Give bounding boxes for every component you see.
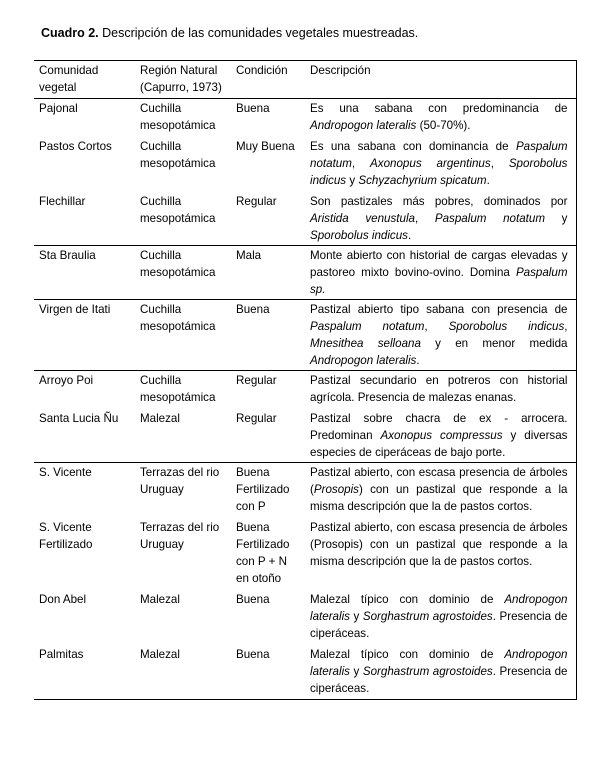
species-name: Andropogon lateralis [310, 593, 568, 623]
description-text: . [416, 354, 420, 367]
description-text: Es una sabana con dominancia de [310, 140, 516, 153]
description-text: , [564, 320, 568, 333]
description-text: y [349, 610, 363, 623]
table-row [34, 246, 576, 300]
cell-region: Cuchilla mesopotámica [140, 140, 216, 170]
description-text: y [349, 665, 363, 678]
cell-condicion: Regular [236, 412, 277, 425]
cell-comunidad: S. Vicente [34, 463, 135, 517]
species-name: Paspalum notatum [310, 320, 425, 333]
species-name: Sporobolus indicus [448, 320, 565, 333]
description-text: y diversas especies de ciperáceas de bajo porte. [310, 429, 568, 459]
species-name: Paspalum notatum [434, 212, 545, 225]
cell-descripcion [305, 300, 576, 371]
cell-condicion: Buena [236, 102, 270, 115]
cell-region: Malezal [140, 593, 180, 606]
cell-condicion: Muy Buena [236, 140, 295, 153]
description-text: y [545, 212, 568, 225]
cell-region: Terrazas del rio Uruguay [140, 521, 220, 551]
description-text: , [351, 157, 371, 170]
cell-comunidad: S. Vicente Fertilizado [39, 521, 93, 551]
description-text: Pastizal abierto tipo sabana con presencia de [310, 303, 568, 316]
description-text: Es una sabana con predominancia de [310, 102, 568, 115]
cell-comunidad: Palmitas [34, 643, 135, 700]
description-text: y en menor medida [420, 337, 568, 350]
description-text: . Presencia de ciperáceas. [310, 610, 568, 640]
description-text: Pastizal abierto, con escasa presencia de árboles (Prosopis) con un pastizal que responde a la misma descripción que la de pastos cortos. [310, 521, 568, 568]
species-name: Sorghastrum agrostoides [362, 665, 493, 678]
header-region: Región Natural (Capurro, 1973) [140, 64, 222, 94]
description-text: Pastizal secundario en potreros con historial agrícola. Presencia de malezas enanas. [310, 374, 568, 404]
table-row [34, 99, 576, 136]
species-name: Andropogon lateralis [310, 354, 417, 367]
species-name: Mnesithea selloana [310, 337, 421, 350]
description-text: Malezal típico con dominio de [310, 648, 505, 661]
cell-condicion: Buena Fertilizado con P + N en otoño [236, 521, 290, 585]
cell-descripcion [305, 407, 576, 463]
cell-comunidad: Don Abel [39, 593, 87, 606]
cell-condicion: Buena [231, 643, 305, 700]
cell-region: Terrazas del rio Uruguay [135, 463, 231, 517]
description-text: , [424, 320, 449, 333]
cell-region: Cuchilla mesopotámica [140, 102, 216, 132]
header-comunidad: Comunidad vegetal [39, 64, 99, 94]
description-text: . Presencia de ciperáceas. [310, 665, 568, 695]
cell-comunidad: Virgen de Itati [34, 300, 135, 371]
cell-descripcion [305, 99, 576, 136]
species-name: Paspalum notatum [310, 140, 568, 170]
table-header [34, 61, 576, 99]
table-caption [41, 26, 418, 40]
cell-comunidad: Pajonal [39, 102, 78, 115]
table-row [34, 300, 576, 371]
cell-descripcion [305, 246, 576, 300]
table-body [34, 99, 576, 700]
caption-text: Descripción de las comunidades vegetales muestreadas. [98, 26, 419, 40]
description-text: Monte abierto con historial de cargas elevadas y pastoreo mixto bovino-ovino. Domina [310, 249, 568, 279]
description-text: , [490, 157, 509, 170]
species-name: Andropogon lateralis [310, 648, 568, 678]
species-name: Axonopus compressus [380, 429, 503, 442]
description-text: . [407, 229, 412, 242]
species-name: Schyzachyrium spicatum [358, 174, 487, 187]
cell-descripcion [305, 371, 576, 408]
header-row [34, 61, 576, 99]
cell-region: Cuchilla mesopotámica [140, 195, 216, 225]
description-text: . [486, 174, 490, 187]
cell-descripcion [305, 463, 576, 517]
table-row [34, 190, 576, 246]
header-descripcion: Descripción [305, 61, 576, 99]
description-text: , [414, 212, 435, 225]
cell-region: Malezal [135, 643, 231, 700]
header-condicion: Condición [236, 64, 288, 77]
species-name: Sporobolus indicus [310, 229, 408, 242]
cell-descripcion [305, 135, 576, 190]
cell-condicion: Regular [236, 195, 277, 208]
cell-comunidad: Santa Lucia Ñu [39, 412, 119, 425]
cell-condicion: Buena [231, 300, 305, 371]
caption-label: Cuadro 2. [41, 26, 99, 40]
description-text: ) con un pastizal que responde a la misma descripción que la de pastos cortos. [310, 483, 568, 513]
cell-descripcion [305, 643, 576, 700]
cell-condicion: Mala [231, 246, 305, 300]
species-name: Prosopis [313, 483, 359, 496]
species-name: Sporobolus indicus [310, 157, 568, 187]
cell-descripcion [305, 516, 576, 588]
cell-region: Cuchilla mesopotámica [135, 371, 231, 408]
species-name: Axonopus argentinus [370, 157, 491, 170]
cell-comunidad: Flechillar [39, 195, 86, 208]
cell-region: Cuchilla mesopotámica [135, 246, 231, 300]
species-name: Andropogon lateralis [310, 119, 417, 132]
species-name: Sorghastrum agrostoides [362, 610, 493, 623]
species-name: Aristida venustula [310, 212, 415, 225]
cell-comunidad: Sta Braulia [34, 246, 135, 300]
species-name: Paspalum sp. [310, 266, 568, 296]
cell-condicion: Regular [231, 371, 305, 408]
table-row [34, 371, 576, 408]
table-row [34, 135, 576, 190]
cell-region: Cuchilla mesopotámica [135, 300, 231, 371]
cell-descripcion [305, 190, 576, 246]
cell-region: Malezal [140, 412, 180, 425]
table-row [34, 516, 576, 588]
communities-table [34, 60, 577, 700]
table-row [34, 463, 576, 517]
table-row [34, 407, 576, 463]
cell-comunidad: Pastos Cortos [39, 140, 112, 153]
description-text: Pastizal sobre chacra de ex - arrocera. Predominan [310, 412, 568, 442]
description-text: Son pastizales más pobres, dominados por [310, 195, 568, 208]
cell-condicion: Buena [236, 593, 270, 606]
description-text: Pastizal abierto, con escasa presencia de árboles ( [310, 466, 568, 496]
description-text: Malezal típico con dominio de [310, 593, 505, 606]
table-row [34, 588, 576, 643]
cell-comunidad: Arroyo Poi [34, 371, 135, 408]
cell-condicion: Buena Fertilizado con P [231, 463, 305, 517]
table-row [34, 643, 576, 700]
cell-descripcion [305, 588, 576, 643]
description-text: (50-70%). [416, 119, 471, 132]
description-text: y [346, 174, 359, 187]
